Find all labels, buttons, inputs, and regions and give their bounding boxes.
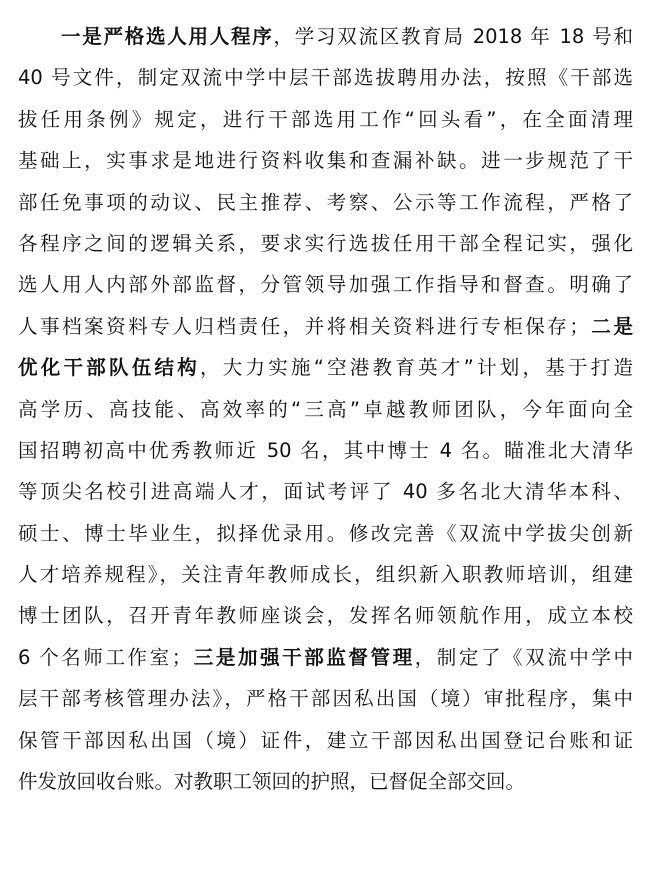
text-line (18, 182, 633, 223)
document-body (18, 16, 633, 802)
body-text: 部任免事项的动议、民主推荐、考察、公示等工作流程，严格了 (18, 190, 633, 214)
body-text: ，学习双流区教育局 2018 年 18 号和 (273, 25, 633, 48)
text-line (18, 99, 633, 140)
body-text: 基础上，实事求是地进行资料收集和查漏补缺。进一步规范了干 (18, 149, 633, 173)
text-line (18, 761, 633, 802)
bold-heading-text: 优化干部队伍结构 (18, 356, 201, 380)
text-line (18, 513, 633, 554)
text-line (18, 347, 633, 388)
body-text: 硕士、博士毕业生，拟择优录用。修改完善《双流中学拔尖创新 (18, 521, 633, 545)
text-line (18, 678, 633, 719)
body-text: ，制定了《双流中学中 (414, 645, 633, 669)
text-line (18, 595, 633, 636)
body-text: 拔任用条例》规定，进行干部选用工作“回头看”，在全面清理 (18, 107, 633, 131)
body-text: 人才培养规程》，关注青年教师成长，组织新入职教师培训，组建 (18, 563, 633, 587)
text-line (18, 306, 633, 347)
body-text: 等顶尖名校引进高端人才，面试考评了 40 多名北大清华本科、 (18, 480, 633, 504)
text-line (18, 430, 633, 471)
body-text: 选人用人内部外部监督，分管领导加强工作指导和督查。明确了 (18, 273, 633, 297)
text-line (18, 223, 633, 264)
text-line (18, 140, 633, 181)
body-text: 保管干部因私出国（境）证件，建立干部因私出国登记台账和证 (18, 728, 633, 752)
body-text: 6 个名师工作室； (18, 645, 192, 669)
body-text: 件发放回收台账。对教职工领回的护照，已督促全部交回。 (18, 770, 526, 794)
text-line (18, 57, 633, 98)
body-text: 高学历、高技能、高效率的“三高”卓越教师团队，今年面向全 (18, 397, 633, 421)
body-text: 博士团队，召开青年教师座谈会，发挥名师领航作用，成立本校 (18, 604, 633, 628)
body-text: 各程序之间的逻辑关系，要求实行选拔任用干部全程记实，强化 (18, 231, 633, 255)
text-line (18, 16, 633, 57)
bold-heading-text: 二是 (588, 314, 633, 338)
text-line (18, 471, 633, 512)
body-text: 人事档案资料专人归档责任，并将相关资料进行专柜保存； (18, 314, 589, 338)
body-text: ，大力实施“空港教育英才”计划，基于打造 (200, 356, 633, 380)
text-line (18, 720, 633, 761)
text-line (18, 264, 633, 305)
body-text: 层干部考核管理办法》，严格干部因私出国（境）审批程序，集中 (18, 687, 633, 711)
text-line (18, 554, 633, 595)
text-line (18, 389, 633, 430)
text-line (18, 637, 633, 678)
body-text: 国招聘初高中优秀教师近 50 名，其中博士 4 名。瞄准北大清华 (18, 438, 633, 462)
bold-heading-text: 三是加强干部监督管理 (191, 645, 415, 669)
bold-heading-text: 一是严格选人用人程序 (61, 25, 274, 48)
body-text: 40 号文件，制定双流中学中层干部选拔聘用办法，按照《干部选 (18, 66, 633, 90)
